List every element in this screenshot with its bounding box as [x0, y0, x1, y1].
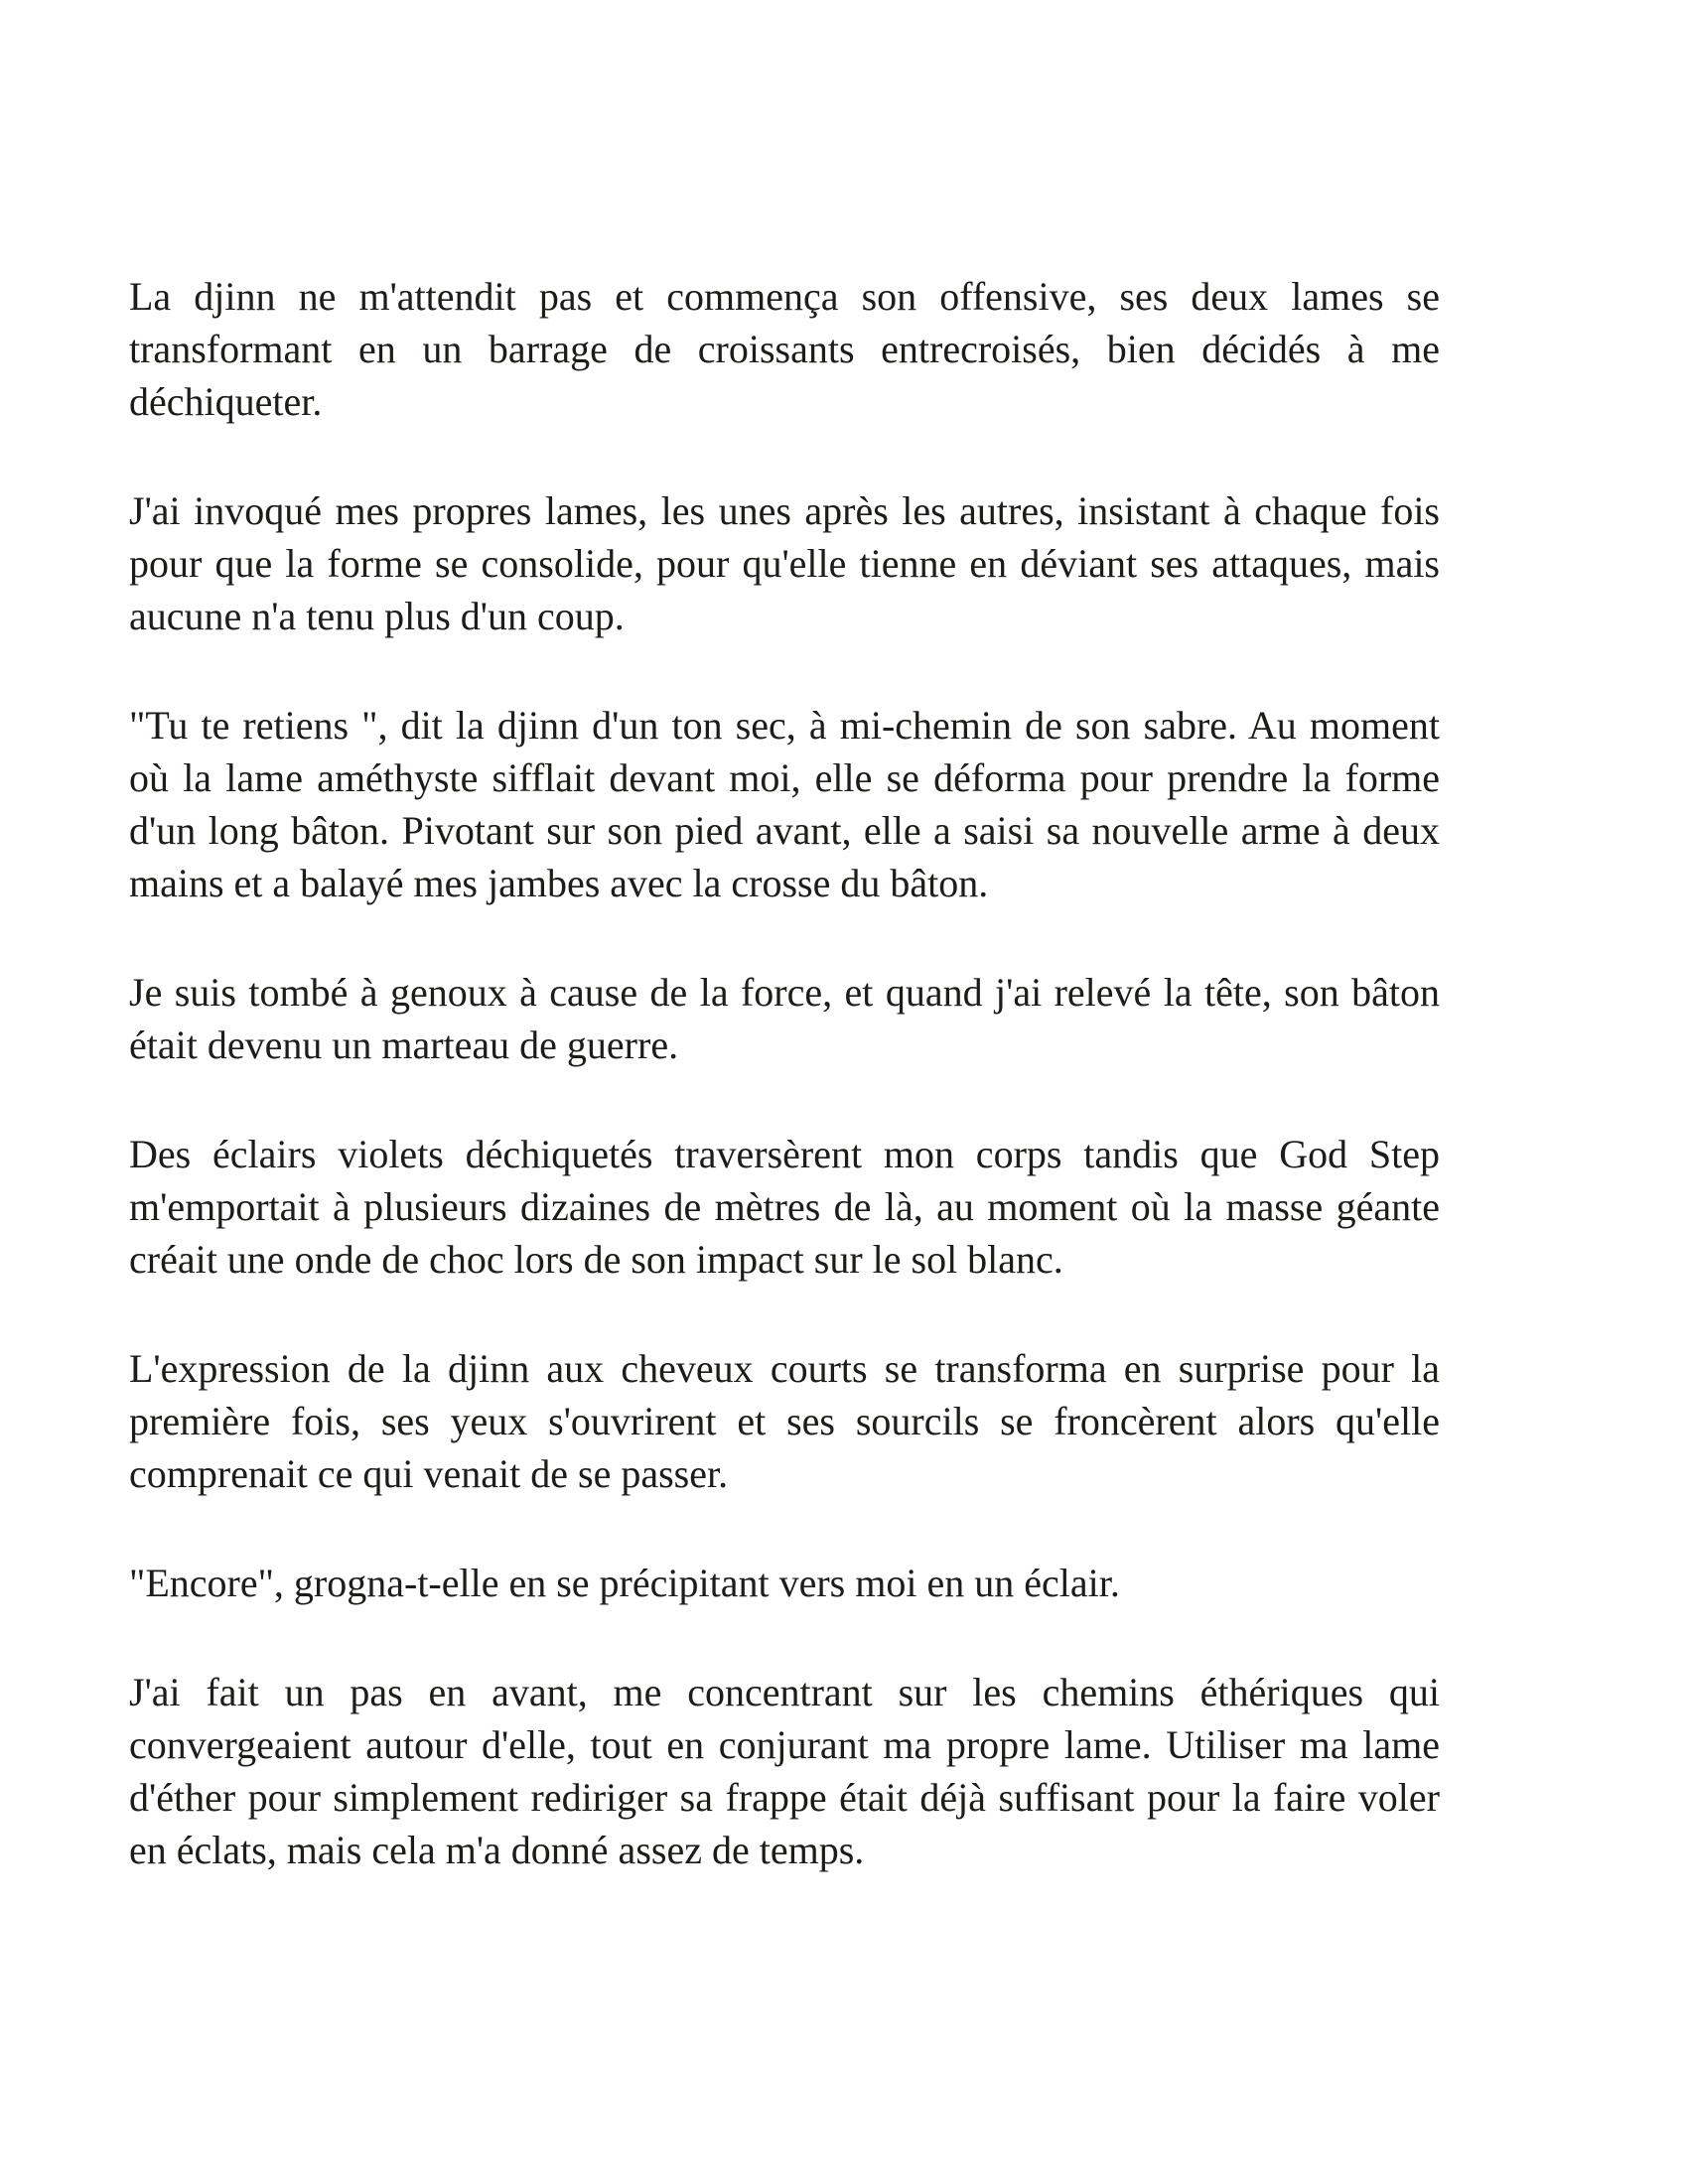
paragraph: J'ai fait un pas en avant, me concentrant sur les chemins éthériques qui convergeaient autour d'elle, tout en conjurant ma propre lame. Utiliser ma lame d'éther pour simplement rediriger sa frappe était déjà suffisant pour la faire voler en éclats, mais cela m'a donné assez de temps. [129, 1670, 1440, 1872]
paragraph: Des éclairs violets déchiquetés traversèrent mon corps tandis que God Step m'emportait à plusieurs dizaines de mètres de là, au moment où la masse géante créait une onde de choc lors de son impact sur le sol blanc. [129, 1132, 1440, 1282]
paragraph: "Encore", grogna-t-elle en se précipitant vers moi en un éclair. [129, 1561, 1120, 1605]
paragraph: "Tu te retiens ", dit la djinn d'un ton sec, à mi-chemin de son sabre. Au moment où la lame améthyste sifflait devant moi, elle se déforma pour prendre la forme d'un long bâton. Pivotant sur son pied avant, elle a saisi sa nouvelle arme à deux mains et a balayé mes jambes avec la crosse du bâton. [129, 703, 1440, 905]
paragraph: Je suis tombé à genoux à cause de la force, et quand j'ai relevé la tête, son bâton était devenu un marteau de guerre. [129, 970, 1440, 1067]
paragraph: J'ai invoqué mes propres lames, les unes après les autres, insistant à chaque fois pour que la forme se consolide, pour qu'elle tienne en déviant ses attaques, mais aucune n'a tenu plus d'un coup. [129, 488, 1440, 638]
paragraph: La djinn ne m'attendit pas et commença son offensive, ses deux lames se transformant en un barrage de croissants entrecroisés, bien décidés à me déchiqueter. [129, 274, 1440, 424]
paragraph: L'expression de la djinn aux cheveux courts se transforma en surprise pour la première fois, ses yeux s'ouvrirent et ses sourcils se froncèrent alors qu'elle comprenait ce qui venait de se passer. [129, 1346, 1440, 1496]
